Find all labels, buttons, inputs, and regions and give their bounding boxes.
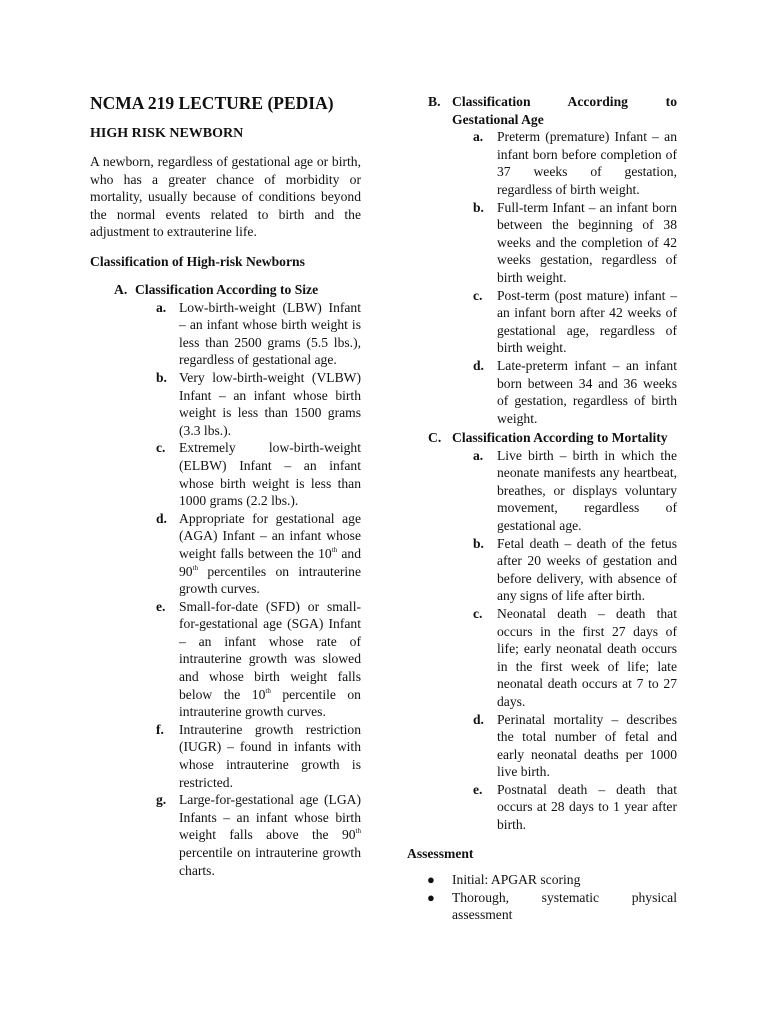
item-text-part: Appropriate for gestational age (AGA) Infant – an infant whose weight falls between the 10	[179, 510, 361, 561]
item-text-part: Small-for-date (SFD) or small-for-gestational age (SGA) Infant – an infant whose rate of intrauterine growth was slowed and whose birth weight falls below the 10	[179, 598, 361, 702]
item-letter: b.	[156, 369, 167, 385]
gestational-section-heading	[428, 93, 677, 128]
item-text	[179, 439, 361, 509]
item-text-part: percentile on intrauterine growth charts.	[179, 845, 361, 878]
item-text-part: Intrauterine growth restriction (IUGR) – found in infants with whose intrauterine growth is restricted.	[179, 721, 361, 790]
item-letter: a.	[473, 447, 484, 463]
item-text	[179, 299, 361, 369]
item-text	[179, 598, 361, 721]
gestational-item	[473, 128, 677, 198]
item-text: Live birth – birth in which the neonate manifests any heartbeat, breathes, or displays voluntary movement, regardless of gestational age.	[497, 447, 677, 533]
mortality-item	[473, 605, 677, 711]
mortality-list	[473, 447, 677, 834]
item-text: Late-preterm infant – an infant born between 34 and 36 weeks of gestation, regardless of birth weight.	[497, 357, 677, 426]
section-title: Classification According to Mortality	[452, 430, 668, 445]
assessment-heading: Assessment	[407, 846, 474, 861]
item-text-part: Large-for-gestational age (LGA) Infants – an infant whose birth weight falls above the 90	[179, 792, 361, 843]
item-letter: a.	[156, 299, 167, 315]
mortality-item	[473, 711, 677, 781]
item-text-part: Low-birth-weight (LBW) Infant – an infant whose birth weight is less than 2500 grams (5.5 lbs.), regardless of gestational age.	[179, 299, 361, 368]
item-text	[179, 721, 361, 791]
item-text: Postnatal death – death that occurs at 28 days to 1 year after birth.	[497, 781, 677, 833]
item-text	[179, 791, 361, 879]
item-text-part: percentile on intrauterine growth curves.	[179, 686, 361, 720]
ordinal-suffix: th	[331, 545, 338, 554]
item-letter: a.	[473, 129, 484, 145]
size-item	[156, 721, 361, 791]
item-text	[179, 510, 361, 598]
ordinal-suffix: th	[265, 686, 271, 695]
section-letter: B.	[428, 94, 441, 109]
mortality-section-heading	[428, 429, 677, 447]
size-item	[156, 598, 361, 721]
item-letter: c.	[473, 287, 483, 303]
item-letter: b.	[473, 535, 484, 551]
item-letter: d.	[156, 510, 167, 526]
item-letter: b.	[473, 199, 484, 215]
size-item	[156, 369, 361, 439]
item-text: Preterm (premature) Infant – an infant born before completion of 37 weeks of gestation, regardless of birth weight.	[497, 129, 677, 197]
item-text: Post-term (post mature) infant – an infant born after 42 weeks of gestational age, regardless of birth weight.	[497, 287, 677, 356]
item-letter: c.	[473, 605, 483, 621]
size-item	[156, 510, 361, 598]
intro-paragraph: A newborn, regardless of gestational age or birth, who has a greater chance of morbidity or mortality, usually because of conditions beyond the normal events related to birth and the adjustment to extrauterine life.	[90, 154, 361, 240]
size-item	[156, 439, 361, 509]
ordinal-suffix: th	[192, 563, 199, 572]
item-text-part: percentiles on intrauterine growth curves.	[179, 563, 361, 597]
mortality-item	[473, 535, 677, 605]
item-text-part: Very low-birth-weight (VLBW) Infant – an infant whose birth weight is less than 1500 grams (3.3 lbs.).	[179, 369, 361, 438]
assessment-bullet	[407, 871, 677, 889]
mortality-item	[473, 447, 677, 535]
item-letter: g.	[156, 792, 167, 808]
size-list	[156, 299, 361, 880]
mortality-section	[428, 429, 677, 834]
item-text: Fetal death – death of the fetus after 20 weeks of gestation and before delivery, with absence of any signs of life after birth.	[497, 535, 677, 604]
item-letter: d.	[473, 711, 484, 727]
item-letter: f.	[156, 721, 164, 737]
item-text: Perinatal mortality – describes the total number of fetal and early neonatal deaths per 1000 live birth.	[497, 711, 677, 780]
gestational-item	[473, 357, 677, 427]
item-text: Full-term Infant – an infant born between the beginning of 38 weeks and the completion of 42 weeks gestation, regardless of birth weight.	[497, 199, 677, 285]
item-letter: e.	[156, 598, 166, 614]
gestational-item	[473, 287, 677, 357]
item-text-part: Extremely low-birth-weight (ELBW) Infant – an infant whose birth weight is less than 1000 grams (2.2 lbs.).	[179, 440, 361, 509]
section-letter: A.	[114, 282, 128, 297]
item-letter: e.	[473, 781, 483, 797]
gestational-item	[473, 199, 677, 287]
bullet-text: Initial: APGAR scoring	[452, 872, 581, 887]
assessment-list	[407, 871, 677, 924]
section-title: Classification According to Size	[135, 282, 319, 297]
classification-heading: Classification of High-risk Newborns	[90, 254, 305, 269]
bullet-icon: ●	[427, 889, 435, 905]
section-letter: C.	[428, 430, 442, 445]
bullet-text: Thorough, systematic physical assessment	[452, 889, 677, 923]
page-title: NCMA 219 LECTURE (PEDIA)	[90, 93, 334, 113]
assessment-bullet	[407, 889, 677, 924]
size-section	[114, 281, 361, 879]
mortality-item	[473, 781, 677, 834]
size-section-heading	[114, 281, 361, 299]
page-subtitle: HIGH RISK NEWBORN	[90, 126, 244, 141]
section-title: Classification According to Gestational Age	[452, 94, 677, 127]
size-item	[156, 299, 361, 369]
item-text: Neonatal death – death that occurs in the first 27 days of life; early neonatal death occurs in the first week of life; late neonatal death occurs at 7 to 27 days.	[497, 605, 677, 709]
item-text-part: and 90	[179, 545, 361, 579]
gestational-list	[473, 128, 677, 427]
item-letter: d.	[473, 357, 484, 373]
bullet-icon: ●	[427, 872, 435, 887]
ordinal-suffix: th	[355, 827, 361, 836]
item-text	[179, 369, 361, 439]
size-item	[156, 791, 361, 879]
gestational-section	[428, 93, 677, 427]
item-letter: c.	[156, 440, 166, 456]
